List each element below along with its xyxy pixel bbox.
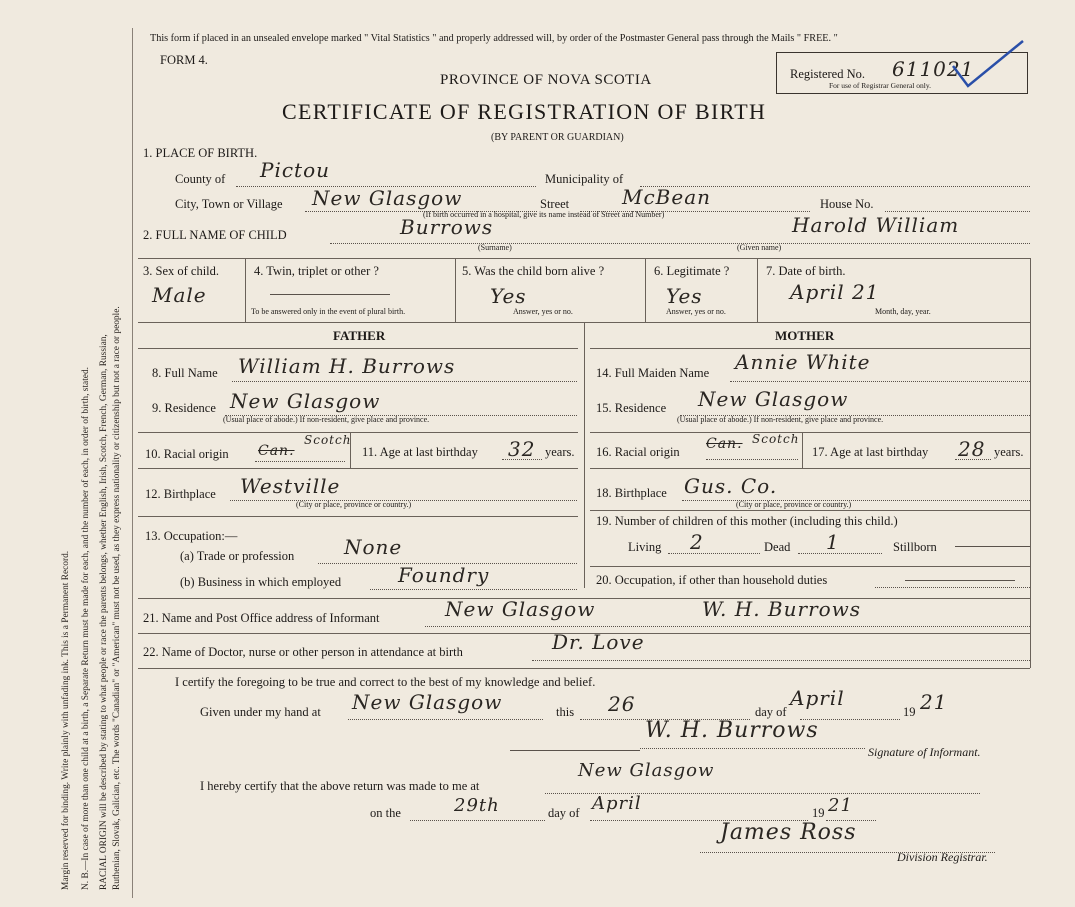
father-name-label: 8. Full Name [152,366,218,380]
mother-birthplace-value: Gus. Co. [684,474,778,498]
certify-year-prefix: 19 [903,705,916,719]
born-alive-note: Answer, yes or no. [513,307,573,316]
mother-maiden-name-value: Annie White [735,350,871,374]
on-the-label: on the [370,806,401,820]
stillborn-label: Stillborn [893,540,937,554]
surname-caption: (Surname) [478,243,512,252]
dead-value: 1 [826,530,840,554]
twin-note: To be answered only in the event of plural birth. [251,307,406,316]
mother-birthplace-note: (City or place, province or country.) [736,500,852,509]
father-racial-value: Scotch [304,433,352,447]
father-age-unit: years. [545,445,575,459]
informant-address-value: New Glasgow [445,597,596,621]
mother-age-value: 28 [958,437,986,461]
mother-racial-label: 16. Racial origin [596,445,680,459]
twin-label: 4. Twin, triplet or other ? [254,264,379,278]
racial-origin-note-2: Ruthenian, Slovak, Galician, etc. The words "Canadian" or "American" must not be used, as they express nationality or citizenship but not a race or people. [112,306,122,890]
father-racial-label: 10. Racial origin [145,447,229,461]
father-racial-struck: Can. [258,443,295,459]
informant-label: 21. Name and Post Office address of Informant [143,611,380,625]
mother-racial-value: Scotch [752,432,800,446]
house-no-label: House No. [820,197,874,211]
living-label: Living [628,540,662,554]
father-trade-value: None [344,535,403,559]
mother-residence-label: 15. Residence [596,401,667,415]
legitimate-value: Yes [666,284,703,308]
given-under-hand-label: Given under my hand at [200,705,321,719]
child-surname-value: Burrows [400,215,494,239]
mother-maiden-name-label: 14. Full Maiden Name [596,366,710,380]
sex-value: Male [152,283,207,307]
date-of-birth-note: Month, day, year. [875,307,931,316]
father-trade-label: (a) Trade or profession [180,549,295,563]
certify-day-of-label: day of [755,705,787,719]
county-label: County of [175,172,226,186]
father-residence-note: (Usual place of abode.) If non-resident, give place and province. [223,415,430,424]
informant-signature: W. H. Burrows [645,718,819,743]
form-number: FORM 4. [160,53,208,67]
date-of-birth-value: April 21 [790,280,880,304]
date-of-birth-label: 7. Date of birth. [766,264,846,278]
registrar-place-value: New Glasgow [578,760,715,781]
registrar-signature: James Ross [720,820,857,845]
living-value: 2 [690,530,704,554]
registrar-year-prefix: 19 [812,806,825,820]
doctor-value: Dr. Love [552,630,645,654]
father-business-value: Foundry [398,563,490,587]
certify-year-value: 21 [920,690,948,714]
father-business-label: (b) Business in which employed [180,575,342,589]
certificate-subtitle: (BY PARENT OR GUARDIAN) [491,132,624,143]
mother-residence-note: (Usual place of abode.) If non-resident, give place and province. [677,415,884,424]
mother-heading: MOTHER [775,328,835,343]
legitimate-label: 6. Legitimate ? [654,264,730,278]
father-age-label: 11. Age at last birthday [362,445,478,459]
hospital-note: (If birth occurred in a hospital, give its name instead of Street and Number) [423,210,665,219]
registrar-statement: I hereby certify that the above return was made to me at [200,779,480,793]
father-name-value: William H. Burrows [238,354,456,378]
father-birthplace-label: 12. Birthplace [145,487,216,501]
binding-margin-note: Margin reserved for binding. Write plainly with unfading ink. This is a Permanent Record. [61,550,71,890]
child-given-name-value: Harold William [792,213,960,237]
dead-label: Dead [764,540,791,554]
racial-origin-note-1: RACIAL ORIGIN will be described by stating to what people or race the parents belongs, whether English, Irish, Scotch, French, German, Russian, [99,334,109,890]
certificate-title: CERTIFICATE OF REGISTRATION OF BIRTH [282,99,767,124]
mother-birthplace-label: 18. Birthplace [596,486,667,500]
mother-racial-struck: Can. [706,436,743,452]
nb-note: N. B.—In case of more than one child at a birth, a Separate Return must be made for each, and the number of each, in order of birth, stated. [81,367,91,890]
legitimate-note: Answer, yes or no. [666,307,726,316]
born-alive-label: 5. Was the child born alive ? [462,264,605,278]
father-residence-label: 9. Residence [152,401,216,415]
born-alive-value: Yes [490,284,527,308]
street-value: McBean [622,185,712,209]
doctor-label: 22. Name of Doctor, nurse or other person in attendance at birth [143,645,463,659]
mother-age-unit: years. [994,445,1024,459]
margin-rule [132,28,133,898]
mail-notice: This form if placed in an unsealed envelope marked " Vital Statistics " and properly addressed will, by order of the Postmaster General pass through the Mails " FREE. " [150,33,838,44]
father-birthplace-note: (City or place, province or country.) [296,500,412,509]
certify-month-value: April [790,686,845,710]
informant-name-value: W. H. Burrows [702,597,862,621]
city-label: City, Town or Village [175,197,283,211]
checkmark-icon [948,36,1028,96]
mother-occupation-label: 20. Occupation, if other than household duties [596,573,828,587]
province-heading: PROVINCE OF NOVA SCOTIA [440,72,652,88]
registrar-year-value: 21 [828,795,853,816]
registrar-note: For use of Registrar General only. [829,81,931,90]
father-occupation-label: 13. Occupation:— [145,529,238,543]
father-residence-value: New Glasgow [230,389,381,413]
municipality-label: Municipality of [545,172,624,186]
informant-signature-label: Signature of Informant. [868,745,981,759]
given-place-value: New Glasgow [352,690,503,714]
certify-statement: I certify the foregoing to be true and correct to the best of my knowledge and belief. [175,675,596,689]
mother-children-label: 19. Number of children of this mother (including this child.) [596,514,898,528]
place-of-birth-heading: 1. PLACE OF BIRTH. [143,146,258,160]
registered-no-value: 611021 [892,57,975,81]
registered-no-label: Registered No. [790,67,865,81]
father-birthplace-value: Westville [240,474,341,498]
registrar-day-of-label: day of [548,806,580,820]
given-name-caption: (Given name) [737,243,782,252]
county-value: Pictou [260,158,331,182]
mother-residence-value: New Glasgow [698,387,849,411]
registrar-day-value: 29th [454,795,500,816]
child-name-label: 2. FULL NAME OF CHILD [143,228,287,242]
father-age-value: 32 [508,437,536,461]
mother-age-label: 17. Age at last birthday [812,445,929,459]
sex-label: 3. Sex of child. [143,264,220,278]
father-heading: FATHER [333,328,386,343]
registrar-month-value: April [592,793,642,814]
city-value: New Glasgow [312,186,463,210]
this-label: this [556,705,575,719]
division-registrar-label: Division Registrar. [897,850,988,864]
certify-day-value: 26 [608,692,636,716]
street-label: Street [540,197,570,211]
